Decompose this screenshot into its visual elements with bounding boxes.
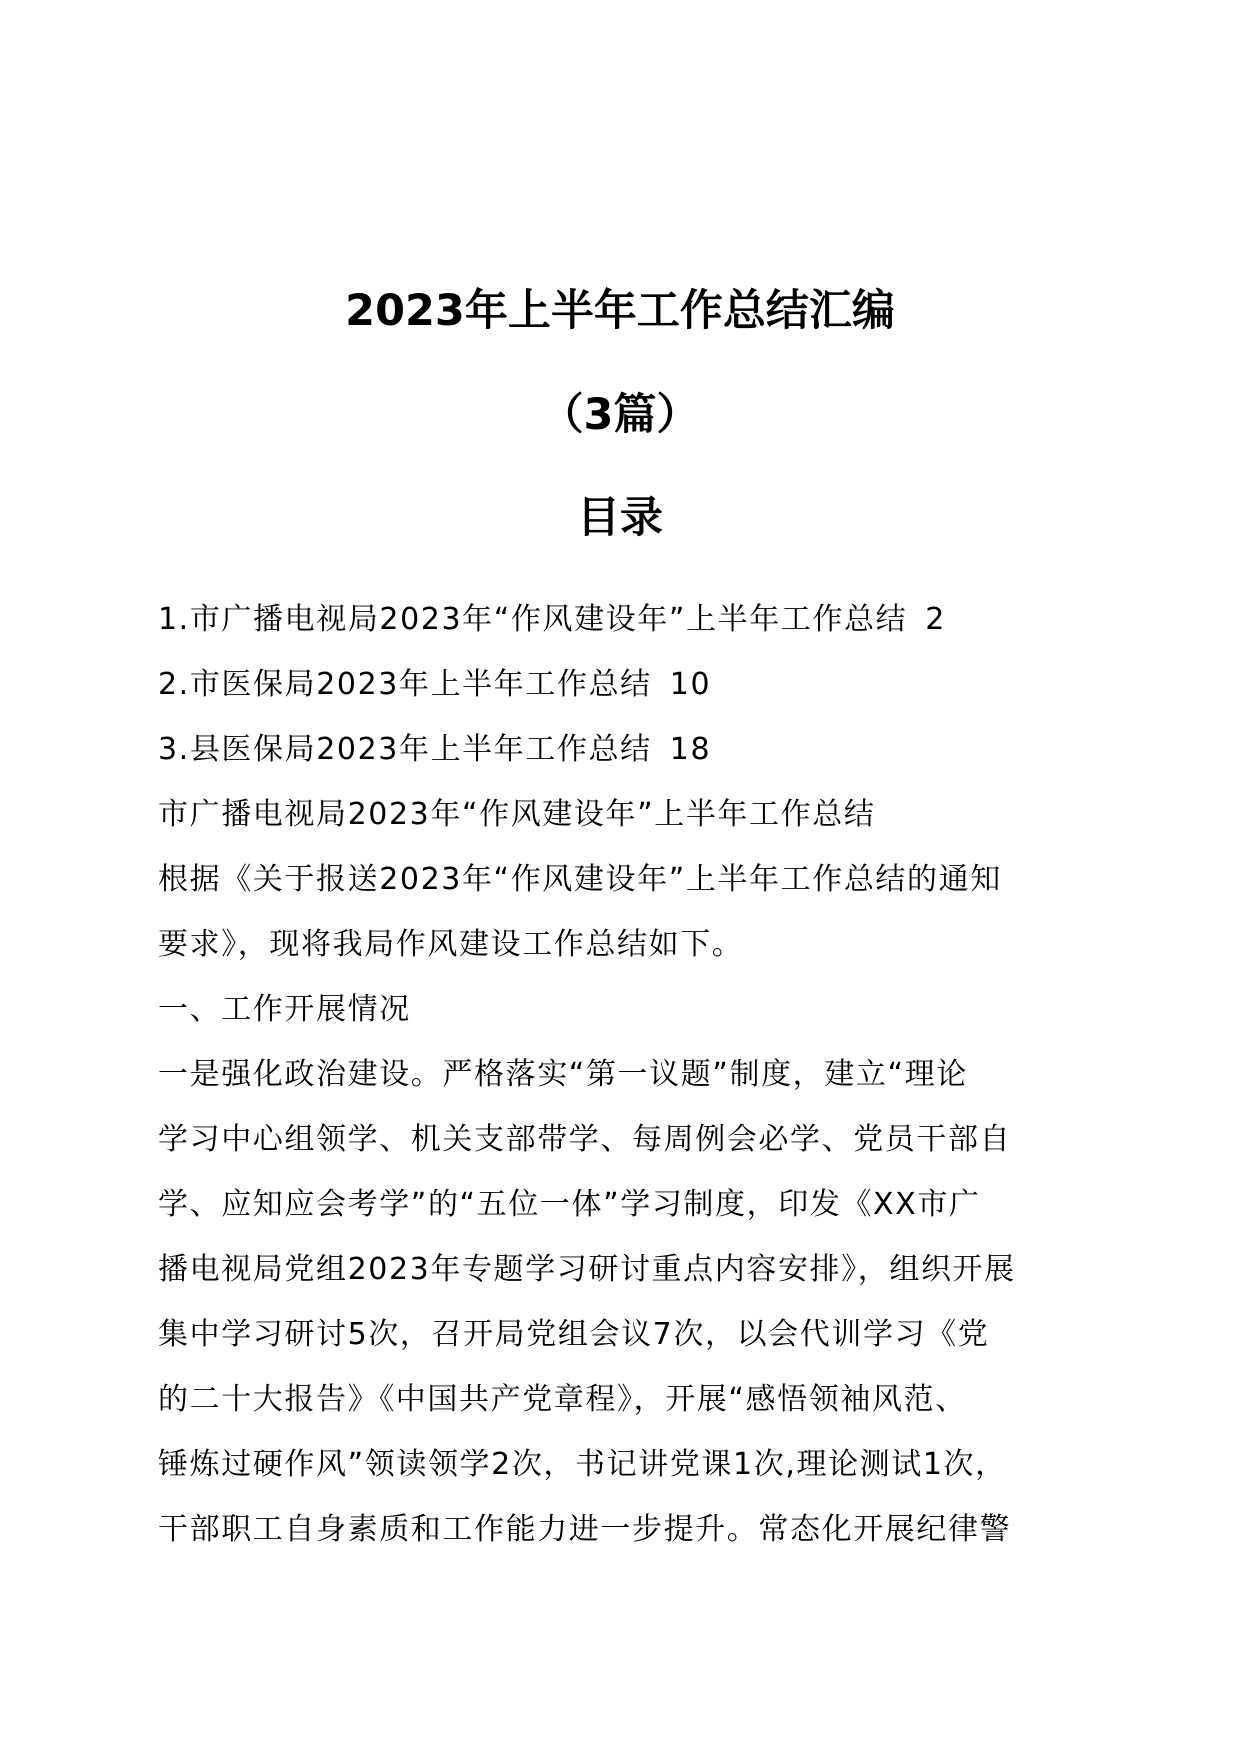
body-line: 干部职工自身素质和工作能力进一步提升。常态化开展纪律警 xyxy=(158,1512,1012,1547)
body-line: 集中学习研讨5次，召开局党组会议7次，以会代训学习《党 xyxy=(158,1317,990,1352)
section-heading: 一、工作开展情况 xyxy=(158,992,411,1027)
toc-entry xyxy=(158,652,1088,717)
toc-entry-page: 2 xyxy=(925,602,946,637)
toc-entry-page: 10 xyxy=(669,667,712,702)
toc-entry xyxy=(158,717,1088,782)
toc-entry-page: 18 xyxy=(669,732,712,767)
toc-entry-title: 3.县医保局2023年上半年工作总结 xyxy=(158,732,652,767)
document-body xyxy=(158,587,1088,1562)
body-line: 要求》，现将我局作风建设工作总结如下。 xyxy=(158,927,744,962)
body-line: 学、应知应会考学”的“五位一体”学习制度，印发《XX市广 xyxy=(158,1187,981,1222)
body-line: 的二十大报告》《中国共产党章程》，开展“感悟领袖风范、 xyxy=(158,1382,967,1417)
document-title: 2023年上半年工作总结汇编 xyxy=(345,286,895,336)
toc-entry-title: 1.市广播电视局2023年“作风建设年”上半年工作总结 xyxy=(158,602,908,637)
body-line: 根据《关于报送2023年“作风建设年”上半年工作总结的通知 xyxy=(158,862,1002,897)
body-line: 播电视局党组2023年专题学习研讨重点内容安排》，组织开展 xyxy=(158,1252,1016,1287)
toc-entry xyxy=(158,587,1088,652)
body-line: 学习中心组领学、机关支部带学、每周例会必学、党员干部自 xyxy=(158,1122,1012,1157)
body-line: 锤炼过硬作风”领读领学2次，书记讲党课1次,理论测试1次， xyxy=(158,1447,1007,1482)
body-line: 一是强化政治建设。严格落实“第一议题”制度，建立“理论 xyxy=(158,1057,968,1092)
document-subtitle: （3篇） xyxy=(540,390,700,440)
toc-heading: 目录 xyxy=(577,493,663,543)
article-title: 市广播电视局2023年“作风建设年”上半年工作总结 xyxy=(158,797,876,832)
toc-entry-title: 2.市医保局2023年上半年工作总结 xyxy=(158,667,652,702)
